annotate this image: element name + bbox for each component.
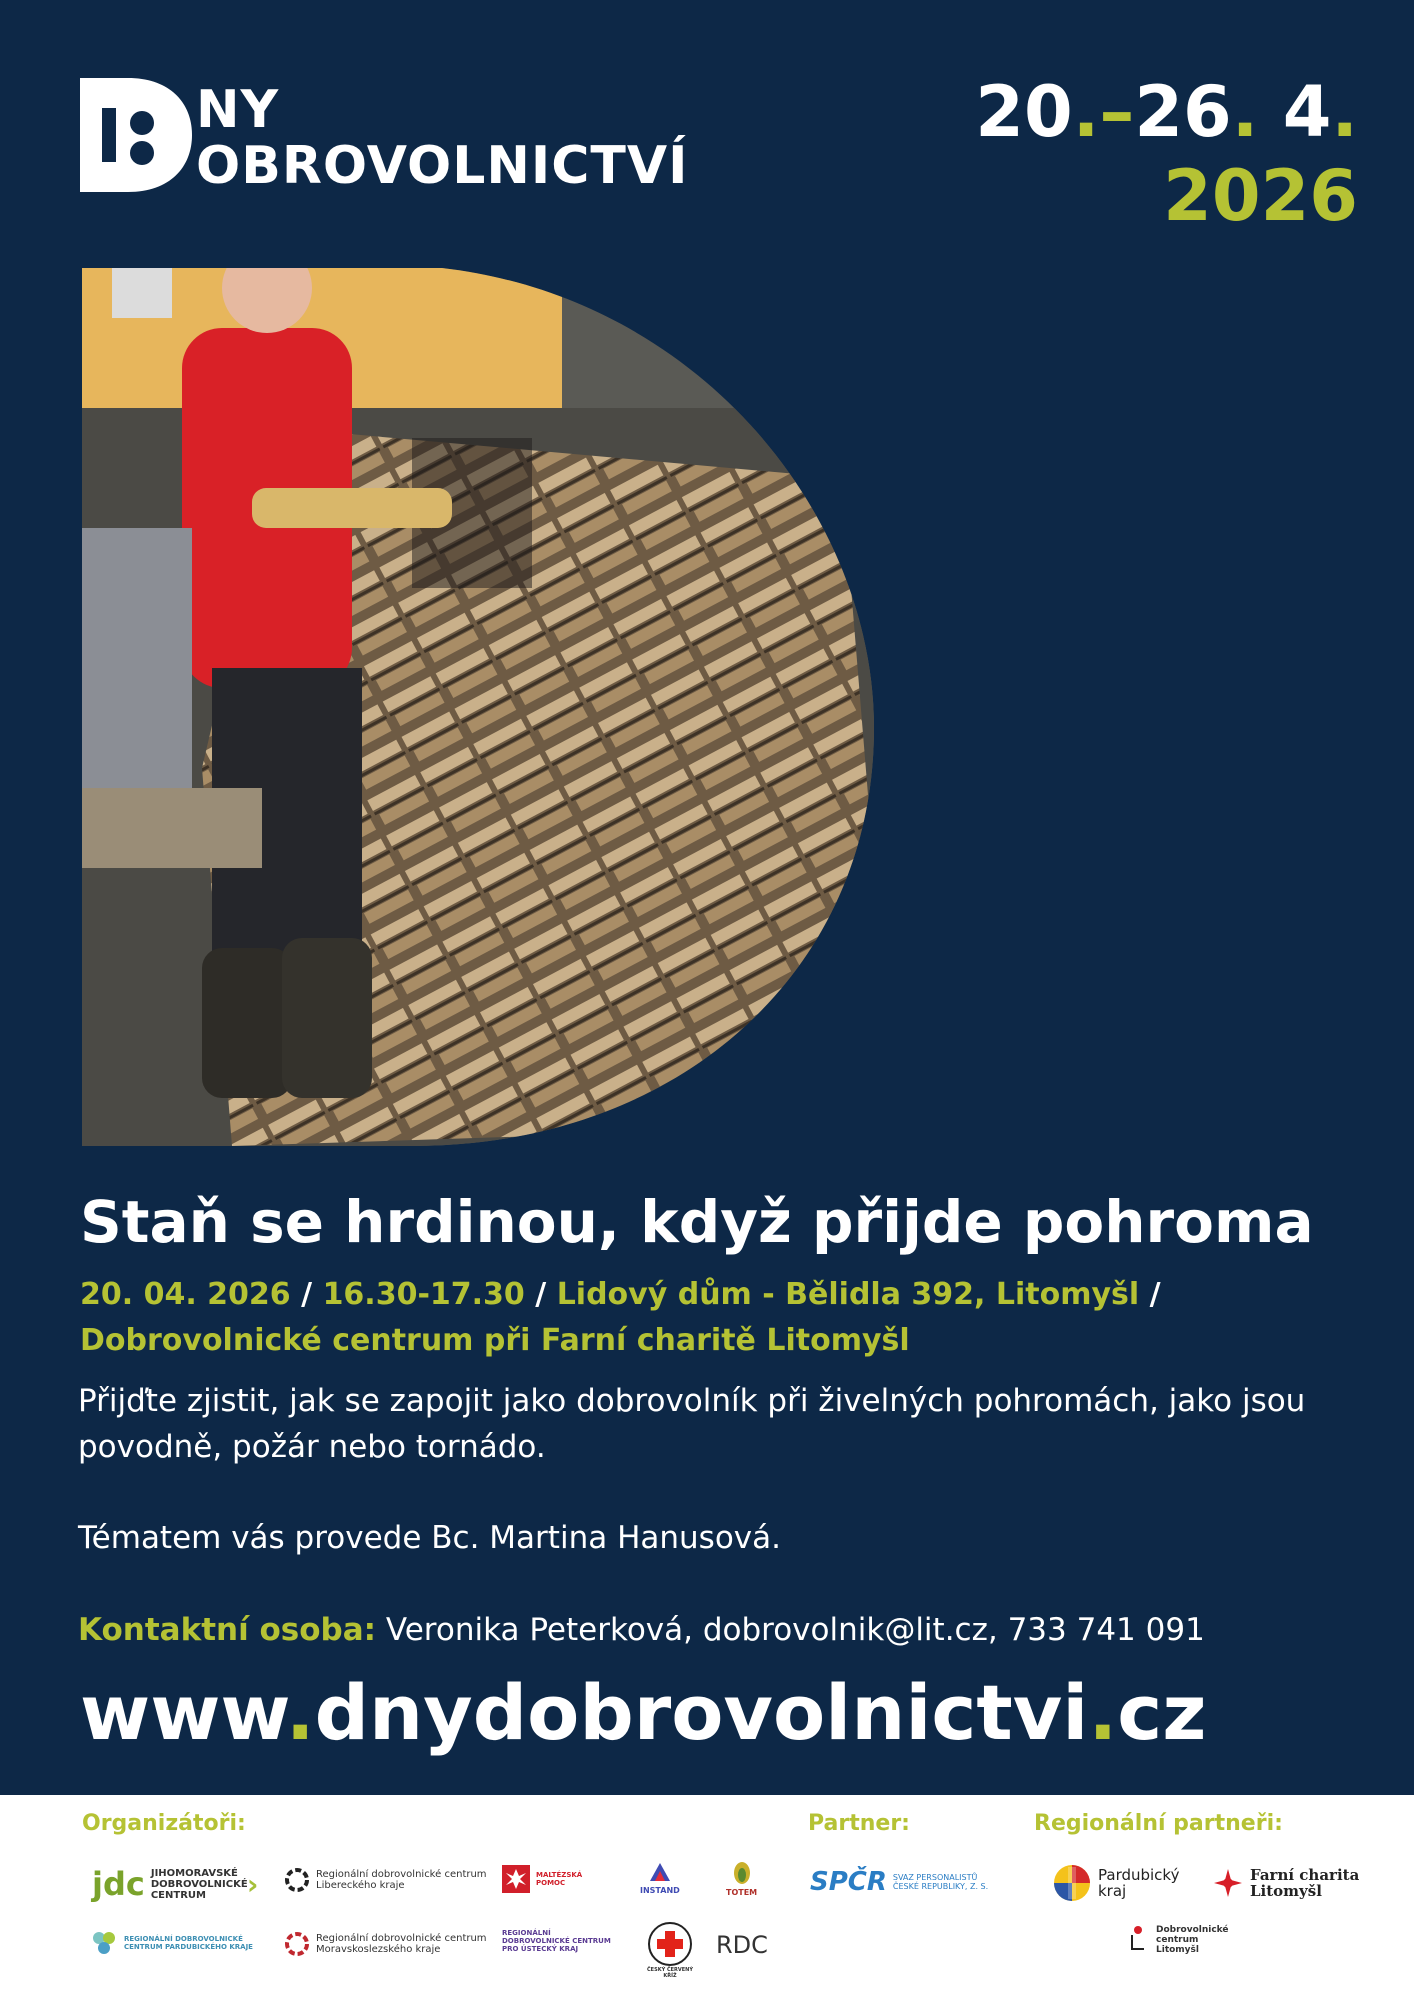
- rdc-circle-icon: [284, 1867, 310, 1893]
- event-info: 20. 04. 2026 / 16.30-17.30 / Lidový dům - Bělidla 392, Litomyšl / Dobrovolnické centrum při Farní charitě Litomyšl: [80, 1277, 1161, 1358]
- spcr-logo: SPČR SVAZ PERSONALISTŮ ČESKÉ REPUBLIKY, Z. S.: [810, 1867, 989, 1897]
- dc-litomysl-logo: Dobrovolnické centrum Litomyšl: [1126, 1925, 1236, 1955]
- contact-value[interactable]: Veronika Peterková, dobrovolnik@lit.cz, 733 741 091: [376, 1612, 1205, 1648]
- dc-litomysl-icon: [1126, 1925, 1150, 1955]
- volunteer-photo: [82, 268, 874, 1146]
- dny-dobrovolnictvi-logo: [80, 78, 780, 198]
- organizers-label: Organizátoři:: [82, 1811, 246, 1836]
- logo-d-mark-icon: [80, 78, 192, 192]
- maltese-logo: MALTÉZSKÁ POMOC: [502, 1865, 580, 1893]
- logo-line2: OBROVOLNICTVÍ: [196, 136, 689, 196]
- red-cross-icon: [647, 1921, 693, 1967]
- pardubice-rdc-icon: [90, 1929, 118, 1957]
- event-week-dates: [975, 72, 1358, 236]
- partner-label: Partner:: [808, 1811, 910, 1836]
- red-cross-logo: ČESKÝ ČERVENÝ KŘÍŽ: [640, 1921, 700, 1979]
- event-organizer: Dobrovolnické centrum při Farní charitě Litomyšl: [80, 1323, 910, 1358]
- pardubicky-kraj-logo: Pardubický kraj: [1052, 1863, 1184, 1903]
- ustecky-rdc-logo: REGIONÁLNÍ DOBROVOLNICKÉ CENTRUM PRO ÚSTECKÝ KRAJ: [502, 1929, 611, 1953]
- farni-charita-logo: Farní charita Litomyšl: [1212, 1867, 1360, 1899]
- charita-cross-icon: [1212, 1867, 1244, 1899]
- event-place: Lidový dům - Bělidla 392, Litomyšl: [556, 1277, 1140, 1312]
- instand-logo: INSTAND: [640, 1861, 680, 1896]
- totem-logo: TOTEM: [726, 1859, 757, 1898]
- instand-icon: [647, 1861, 673, 1883]
- pardubicky-kraj-emblem-icon: [1052, 1863, 1092, 1903]
- logo-line1: NY: [196, 80, 280, 140]
- contact-person: [78, 1612, 1205, 1648]
- event-time: 16.30-17.30: [322, 1277, 525, 1312]
- event-description: Přijďte zjistit, jak se zapojit jako dobrovolník při živelných pohromách, jako jsou povodně, požár nebo tornádo.: [78, 1383, 1306, 1465]
- regional-partners-label: Regionální partneři:: [1034, 1811, 1283, 1836]
- footer-partners: [0, 1795, 1414, 2000]
- jdc-logo: jdc JIHOMORAVSKÉ DOBROVOLNICKÉ CENTRUM ›: [92, 1865, 259, 1903]
- date-range: 20.–26. 4.: [975, 71, 1358, 153]
- event-title: Staň se hrdinou, když přijde pohroma: [80, 1188, 1314, 1256]
- event-date: 20. 04. 2026: [80, 1277, 291, 1312]
- rdc-logo: RDC: [716, 1931, 768, 1959]
- website-link[interactable]: www.dnydobrovolnictvi.cz: [80, 1668, 1207, 1757]
- pardubice-rdc-logo: REGIONÁLNÍ DOBROVOLNICKÉ CENTRUM PARDUBICKÉHO KRAJE: [90, 1929, 274, 1957]
- moravskoslezsky-rdc-logo: Regionální dobrovolnické centrum Moravskoslezského kraje: [284, 1931, 496, 1957]
- totem-flame-icon: [729, 1859, 755, 1885]
- liberec-rdc-logo: Regionální dobrovolnické centrum Libereckého kraje: [284, 1867, 496, 1893]
- maltese-cross-icon: [502, 1865, 530, 1893]
- event-guide: Tématem vás provede Bc. Martina Hanusová.: [78, 1520, 781, 1556]
- date-year: 2026: [1163, 155, 1358, 237]
- contact-label: Kontaktní osoba:: [78, 1612, 377, 1648]
- rdc-circle-red-icon: [284, 1931, 310, 1957]
